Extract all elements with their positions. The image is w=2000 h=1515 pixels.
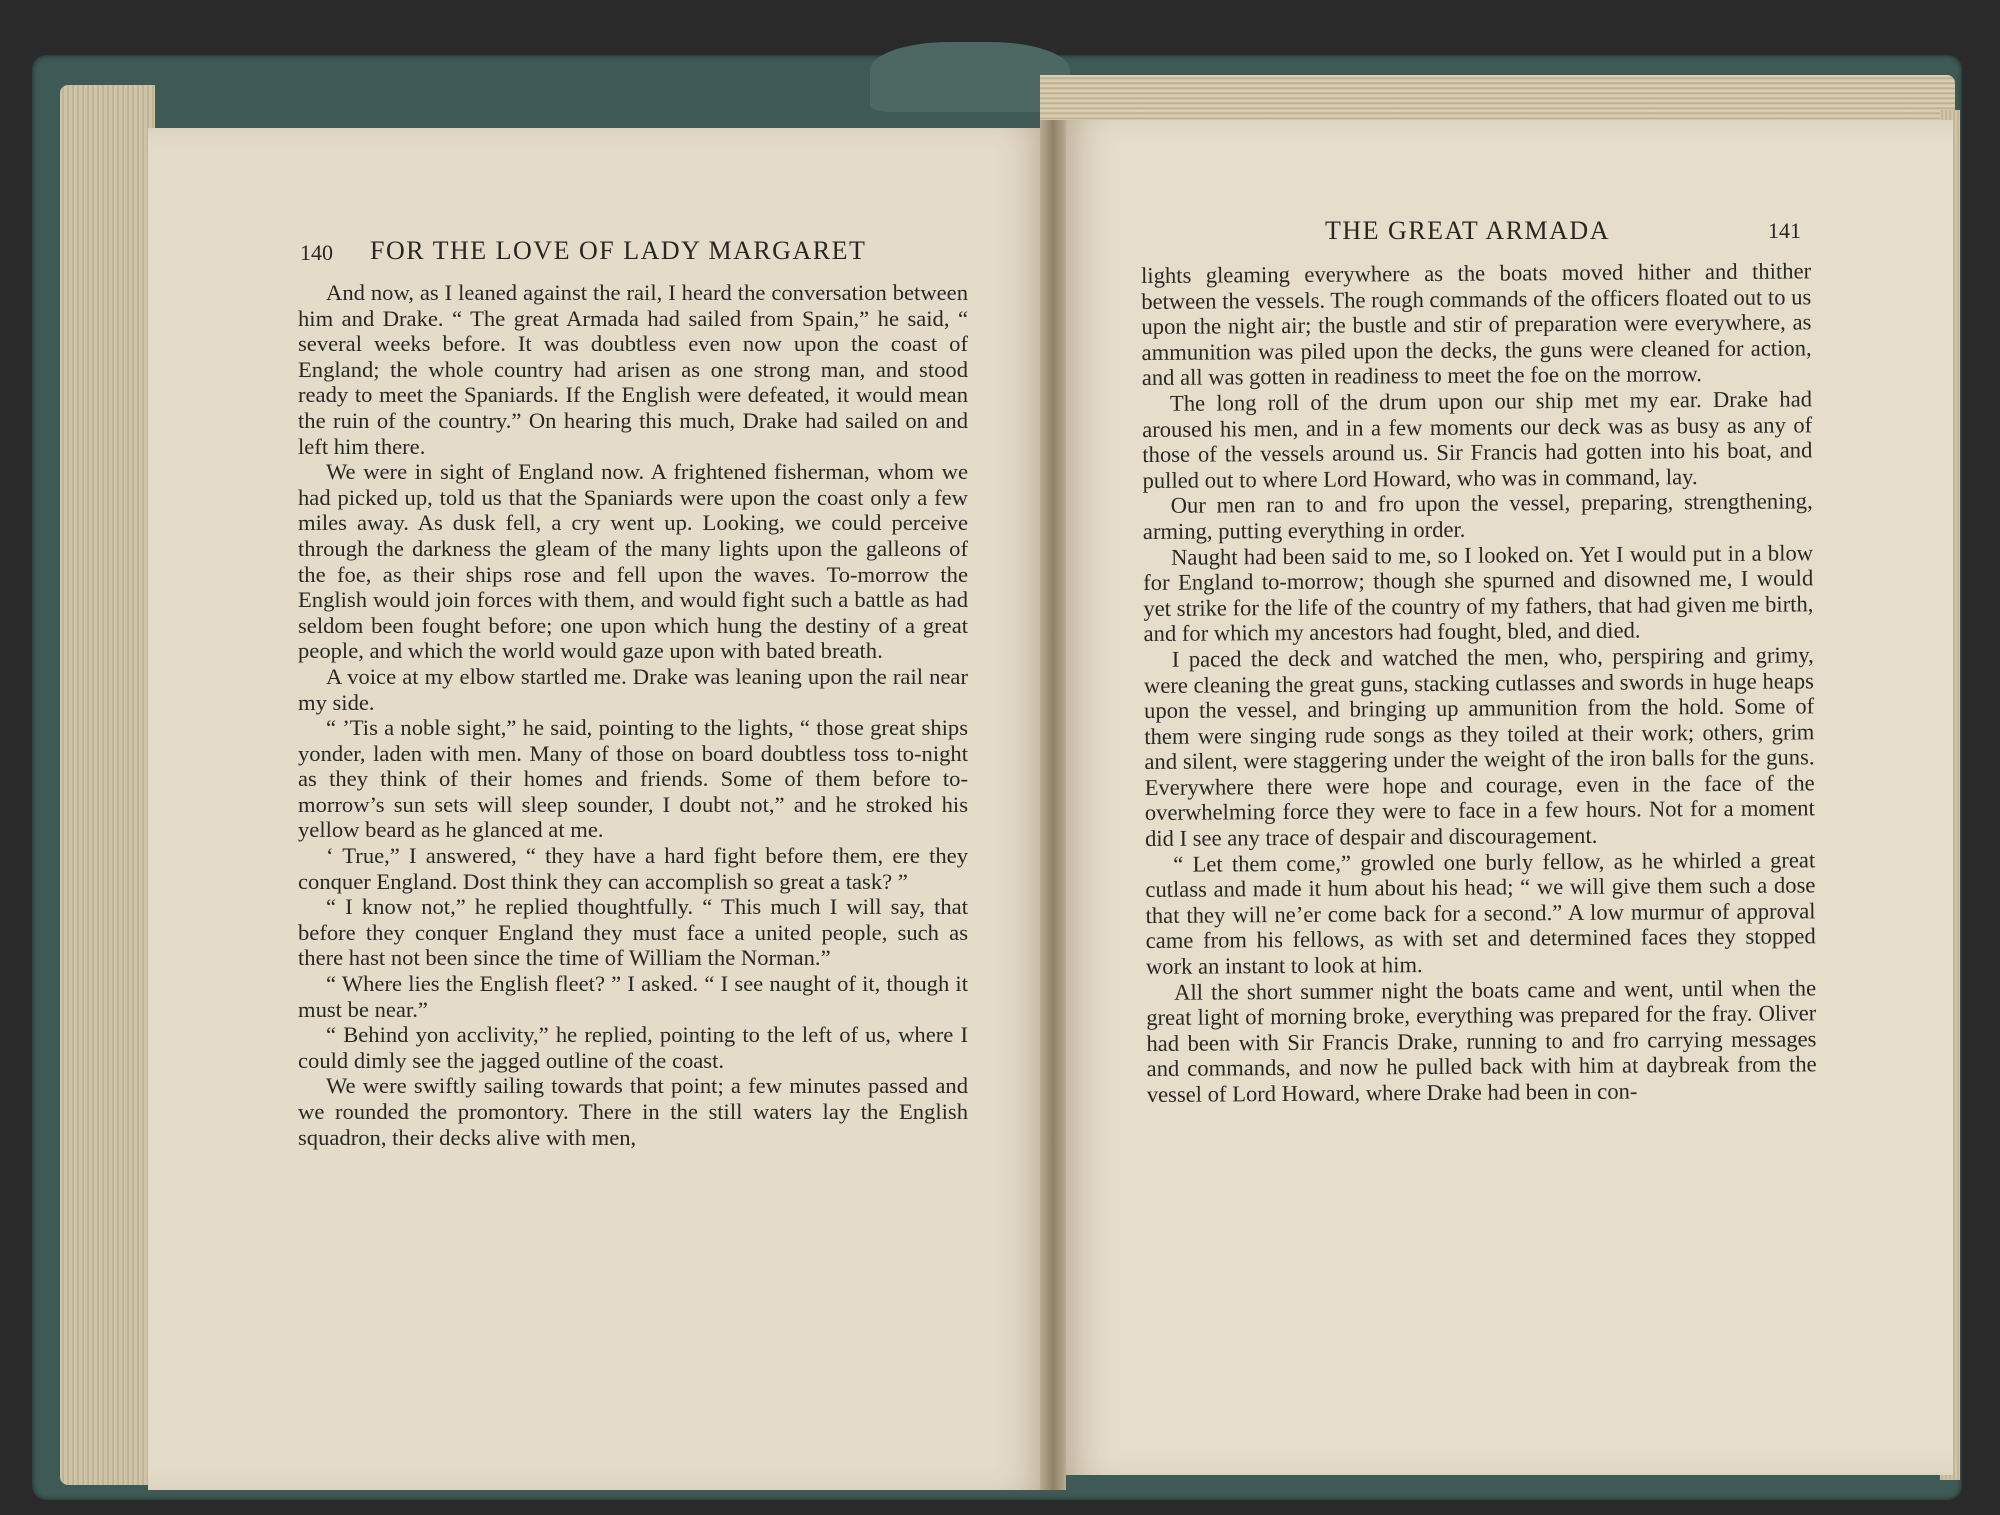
left-page-edges [60, 85, 155, 1485]
paragraph: “ Where lies the English fleet? ” I asked. “ I see naught of it, though it must be near.” [298, 971, 968, 1022]
running-head: THE GREAT ARMADA [1325, 216, 1610, 245]
paragraph: We were in sight of England now. A frightened fisherman, whom we had picked up, told us that the Spaniards were upon the coast only a few miles away. As dusk fell, a cry went up. Looking, we could perceive through the darkness the gleam of the many lights upon the galleons of the foe, as their ships rose and fell upon the waves. To-morrow the English would join forces with them, and would fight such a battle as had seldom been fought before; one upon which hung the destiny of a great people, and which the world would gaze upon with bated breath. [298, 459, 968, 664]
paragraph: All the short summer night the boats came and went, until when the great light of morning broke, everything was prepared for the fray. Oliver had been with Sir Francis Drake, running to and fro carrying messages and commands, and now he pulled back with him at daybreak from the vessel of Lord Howard, where Drake had been in con- [1146, 974, 1817, 1107]
text-column [1141, 258, 1817, 1107]
paragraph: “ I know not,” he replied thoughtfully. “ This much I will say, that before they conquer England they must face a united people, such as there hast not been since the time of William the Norman.” [298, 894, 968, 971]
paragraph: The long roll of the drum upon our ship met my ear. Drake had aroused his men, and in a few moments our deck was as busy as any of those of the vessels around us. Sir Francis had gotten into his boat, and pulled out to where Lord Howard, who was in command, lay. [1142, 386, 1813, 493]
book-gutter [1040, 120, 1066, 1490]
left-page [148, 128, 1058, 1490]
paragraph: “ Behind yon acclivity,” he replied, pointing to the left of us, where I could dimly see the jagged outline of the coast. [298, 1022, 968, 1073]
paragraph: A voice at my elbow startled me. Drake was leaning upon the rail near my side. [298, 663, 968, 715]
paragraph: I paced the deck and watched the men, who, perspiring and grimy, were cleaning the great guns, stacking cutlasses and swords in huge heaps upon the vessel, and bringing up ammunition from the hold. Some of them were singing rude songs as they toiled at their work; others, grim and silent, were staggering under the weight of the iron balls for the guns. Everywhere there were hope and courage, even in the face of the overwhelming force they were to face in a few hours. Not for a moment did I see any trace of despair and discouragement. [1143, 642, 1815, 852]
right-page-edges-top [1040, 75, 1955, 123]
paragraph: lights gleaming everywhere as the boats moved hither and thither between the vessels. The rough commands of the officers floated out to us upon the night air; the bustle and stir of preparation were everywhere, as ammunition was piled upon the decks, the guns were cleaned for action, and all was gotten in readiness to meet the foe on the morrow. [1141, 258, 1812, 391]
paragraph: Naught had been said to me, so I looked on. Yet I would put in a blow for England to-morrow; though she spurned and disowned me, I would yet strike for the life of the country of my fathers, that had given me birth, and for which my ancestors had fought, bled, and died. [1143, 539, 1814, 647]
paragraph: We were swiftly sailing towards that point; a few minutes passed and we rounded the promontory. There in the still waters lay the English squadron, their decks alive with men, [298, 1073, 968, 1150]
paragraph: And now, as I leaned against the rail, I heard the conversation between him and Drake. “ The great Armada had sailed from Spain,” he said, “ several weeks before. It was doubtless even now upon the coast of England; the whole country had arisen as one strong man, and stood ready to meet the Spaniards. If the English were defeated, it would mean the ruin of the country.” On hearing this much, Drake had sailed on and left him there. [298, 280, 968, 459]
paragraph: ‘ True,” I answered, “ they have a hard fight before them, ere they conquer England. Dost think they can accomplish so great a task? ” [298, 843, 968, 894]
paragraph: Our men ran to and fro upon the vessel, preparing, strengthening, arming, putting everything in order. [1142, 488, 1813, 544]
text-column [298, 280, 968, 1150]
paragraph: “ Let them come,” growled one burly fellow, as he whirled a great cutlass and made it hum about his head; “ we will give them such a dose that they will ne’er come back for a second.” A low murmur of approval came from his fellows, as with set and determined faces they stopped work an instant to look at him. [1145, 846, 1816, 980]
paragraph: “ ’Tis a noble sight,” he said, pointing to the lights, “ those great ships yonder, laden with men. Many of those on board doubtless toss to-night as they think of their homes and friends. Some of them before to-morrow’s sun sets will sleep sounder, I doubt not,” and he stroked his yellow beard as he glanced at me. [298, 715, 968, 843]
page-number: 141 [1768, 218, 1801, 243]
right-page [1053, 120, 1953, 1475]
page-number: 140 [300, 240, 333, 265]
running-head: FOR THE LOVE OF LADY MARGARET [370, 236, 867, 265]
